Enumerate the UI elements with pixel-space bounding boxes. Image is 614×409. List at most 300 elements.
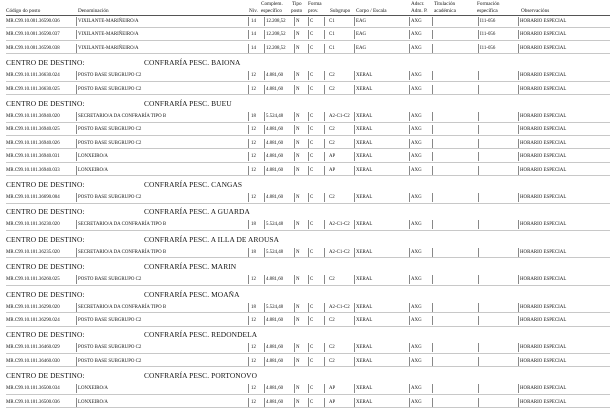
- cell-tipo: N: [296, 114, 300, 119]
- column-divider: [76, 44, 77, 53]
- row-divider: [6, 257, 610, 258]
- cell-nivel: 14: [251, 32, 256, 38]
- column-divider: [264, 316, 265, 325]
- column-divider: [264, 85, 265, 94]
- cell-subgrupo: C2: [329, 195, 335, 200]
- cell-adscr: AXG: [411, 345, 422, 351]
- column-divider: [518, 152, 519, 161]
- cell-denominacion: POSTO BASE SUBGRUPO C2: [78, 127, 142, 133]
- column-divider: [478, 71, 479, 80]
- column-divider: [409, 193, 410, 202]
- column-divider: [294, 112, 295, 121]
- cell-nivel: 12: [251, 277, 256, 283]
- column-divider: [478, 398, 479, 407]
- column-divider: [76, 30, 77, 39]
- column-divider: [324, 316, 325, 325]
- column-divider: [294, 17, 295, 26]
- column-divider: [294, 316, 295, 325]
- column-divider: [324, 220, 325, 229]
- cell-forma: C: [310, 45, 314, 51]
- cell-adscr: AXG: [411, 154, 422, 160]
- cell-observacions: HORARIO ESPECIAL: [520, 127, 567, 133]
- header-complemento-2: específico: [261, 8, 283, 14]
- cell-code: MR.C99.10.101.36260.025: [6, 277, 60, 283]
- cell-code: MR.C99.10.101.36940.025: [6, 127, 60, 133]
- cell-code: MR.C99.10.101.36500.034: [6, 386, 60, 392]
- column-divider: [294, 152, 295, 161]
- column-divider: [354, 303, 355, 312]
- row-divider: [6, 353, 610, 354]
- column-divider: [432, 220, 433, 229]
- column-divider: [478, 44, 479, 53]
- cell-observacions: HORARIO ESPECIAL: [520, 345, 567, 351]
- header-observacions: Observacións: [521, 8, 550, 14]
- row-divider: [6, 326, 610, 327]
- column-divider: [308, 112, 309, 121]
- column-divider: [518, 44, 519, 53]
- cell-observacions: HORARIO ESPECIAL: [520, 249, 567, 255]
- row-divider: [6, 366, 610, 367]
- cell-tipo: N: [296, 154, 300, 160]
- column-divider: [76, 71, 77, 80]
- cell-forma: C: [310, 195, 314, 200]
- cell-adscr: AXG: [411, 399, 422, 405]
- cell-adscr: AXG: [411, 140, 422, 146]
- header-tipo-1: Tipo: [292, 1, 302, 7]
- table-row: [6, 165, 610, 176]
- cell-observacions: HORARIO ESPECIAL: [520, 154, 567, 160]
- cell-subgrupo: A2-C1-C2: [329, 304, 350, 310]
- column-divider: [432, 152, 433, 161]
- column-divider: [76, 248, 77, 257]
- cell-complemento: 4.881,60: [266, 154, 284, 160]
- cell-complemento: 12.208,52: [266, 45, 286, 51]
- cell-complemento: 4.881,60: [266, 73, 284, 79]
- column-divider: [308, 316, 309, 325]
- cell-nivel: 12: [251, 167, 256, 173]
- row-divider: [6, 175, 610, 176]
- table-row: [6, 356, 610, 367]
- cell-denominacion: LONXEIRO/A: [78, 399, 108, 405]
- column-divider: [478, 343, 479, 352]
- cell-corpo: XERAL: [356, 86, 373, 92]
- column-divider: [324, 303, 325, 312]
- cell-corpo: EAG: [356, 32, 367, 38]
- table-row: [6, 70, 610, 81]
- column-divider: [354, 248, 355, 257]
- cell-denominacion: SECRETARIO/A DA CONFRARÍA TIPO B: [78, 249, 167, 255]
- column-divider: [409, 343, 410, 352]
- column-divider: [478, 139, 479, 148]
- cell-adscr: AXG: [411, 114, 422, 119]
- column-divider: [248, 166, 249, 175]
- cell-corpo: XERAL: [356, 154, 373, 160]
- column-divider: [432, 303, 433, 312]
- column-divider: [294, 44, 295, 53]
- column-divider: [354, 384, 355, 393]
- cell-tipo: N: [296, 127, 300, 133]
- cell-tipo: N: [296, 277, 300, 283]
- cell-complemento: 4.881,60: [266, 358, 284, 364]
- cell-denominacion: SECRETARIO/A DA CONFRARÍA TIPO B: [78, 222, 167, 228]
- cell-observacions: HORARIO ESPECIAL: [520, 222, 567, 228]
- column-divider: [478, 316, 479, 325]
- table-row: [6, 29, 610, 40]
- column-divider: [354, 398, 355, 407]
- cell-tipo: N: [296, 19, 300, 24]
- header-tipo-2: posto: [291, 8, 303, 14]
- cell-denominacion: POSTO BASE SUBGRUPO C2: [78, 345, 142, 351]
- cell-nivel: 12: [251, 195, 256, 200]
- cell-observacions: HORARIO ESPECIAL: [520, 386, 567, 392]
- cell-corpo: EAG: [356, 45, 367, 51]
- column-divider: [324, 384, 325, 393]
- column-divider: [478, 220, 479, 229]
- column-divider: [478, 112, 479, 121]
- cell-adscr: AXG: [411, 86, 422, 92]
- row-divider: [6, 40, 610, 41]
- column-divider: [518, 303, 519, 312]
- cell-forma: C: [310, 32, 314, 38]
- cell-tipo: N: [296, 32, 300, 38]
- cell-subgrupo: C1: [329, 45, 335, 51]
- cell-subgrupo: C1: [329, 19, 335, 24]
- cell-nivel: 12: [251, 154, 256, 160]
- cell-nivel: 12: [251, 86, 256, 92]
- column-divider: [432, 343, 433, 352]
- section-center-name: CONFRARÍA PESC. A ILLA DE AROUSA: [144, 234, 280, 244]
- cell-forma: C: [310, 167, 314, 173]
- column-divider: [409, 220, 410, 229]
- column-divider: [76, 343, 77, 352]
- cell-subgrupo: C1: [329, 32, 335, 38]
- column-divider: [248, 220, 249, 229]
- column-divider: [478, 125, 479, 134]
- cell-observacions: HORARIO ESPECIAL: [520, 32, 567, 38]
- column-divider: [308, 17, 309, 26]
- cell-denominacion: POSTO BASE SUBGRUPO C2: [78, 73, 142, 79]
- column-divider: [409, 71, 410, 80]
- column-divider: [432, 398, 433, 407]
- cell-corpo: XERAL: [356, 386, 373, 392]
- cell-forma: C: [310, 154, 314, 160]
- column-divider: [248, 384, 249, 393]
- cell-forma: C: [310, 86, 314, 92]
- cell-code: MR.C99.10.001.36590.036: [6, 19, 60, 24]
- cell-adscr: AXG: [411, 45, 422, 51]
- cell-tipo: N: [296, 195, 300, 200]
- header-forma-1: Forma: [308, 1, 322, 7]
- cell-tipo: N: [296, 399, 300, 405]
- cell-adscr: AXG: [411, 32, 422, 38]
- column-divider: [264, 17, 265, 26]
- cell-forma: C: [310, 140, 314, 146]
- cell-denominacion: POSTO BASE SUBGRUPO C2: [78, 195, 142, 200]
- cell-adscr: AXG: [411, 277, 422, 283]
- cell-forma: C: [310, 304, 314, 310]
- column-divider: [478, 193, 479, 202]
- column-divider: [518, 85, 519, 94]
- cell-code: MR.C99.10.101.36290.020: [6, 304, 60, 310]
- cell-tipo: N: [296, 86, 300, 92]
- column-divider: [478, 152, 479, 161]
- table-row: [6, 16, 610, 27]
- column-divider: [432, 357, 433, 366]
- column-divider: [354, 343, 355, 352]
- column-divider: [354, 152, 355, 161]
- column-divider: [354, 17, 355, 26]
- column-divider: [248, 17, 249, 26]
- cell-code: MR.C99.10.101.36940.026: [6, 140, 60, 146]
- column-divider: [409, 303, 410, 312]
- column-divider: [264, 357, 265, 366]
- column-divider: [76, 316, 77, 325]
- column-divider: [76, 193, 77, 202]
- cell-nivel: 12: [251, 127, 256, 133]
- table-row: [6, 302, 610, 313]
- cell-corpo: EAG: [356, 19, 367, 24]
- row-divider: [6, 135, 610, 136]
- cell-complemento: 4.881,60: [266, 399, 284, 405]
- column-divider: [432, 166, 433, 175]
- column-divider: [308, 275, 309, 284]
- column-divider: [76, 220, 77, 229]
- column-divider: [432, 30, 433, 39]
- row-divider: [6, 312, 610, 313]
- cell-complemento: 4.881,60: [266, 318, 284, 323]
- column-divider: [409, 316, 410, 325]
- cell-adscr: AXG: [411, 222, 422, 228]
- column-divider: [324, 398, 325, 407]
- column-divider: [354, 316, 355, 325]
- cell-corpo: XERAL: [356, 399, 373, 405]
- column-divider: [308, 166, 309, 175]
- column-divider: [324, 139, 325, 148]
- cell-adscr: AXG: [411, 73, 422, 79]
- column-divider: [248, 275, 249, 284]
- cell-corpo: XERAL: [356, 249, 373, 255]
- column-divider: [432, 384, 433, 393]
- column-divider: [354, 30, 355, 39]
- column-divider: [518, 398, 519, 407]
- cell-nivel: 12: [251, 140, 256, 146]
- column-divider: [432, 316, 433, 325]
- row-divider: [6, 203, 610, 204]
- cell-denominacion: POSTO BASE SUBGRUPO C2: [78, 86, 142, 92]
- column-divider: [478, 248, 479, 257]
- column-divider: [308, 139, 309, 148]
- row-divider: [6, 81, 610, 82]
- cell-complemento: 12.208,52: [266, 19, 286, 24]
- column-divider: [248, 44, 249, 53]
- cell-forma: C: [310, 114, 314, 119]
- column-divider: [478, 166, 479, 175]
- column-divider: [518, 275, 519, 284]
- header-titulacion-1: Titulación: [434, 1, 456, 7]
- table-row: [6, 383, 610, 394]
- column-divider: [308, 71, 309, 80]
- cell-nivel: 12: [251, 386, 256, 392]
- row-divider: [6, 122, 610, 123]
- cell-denominacion: SECRETARIO/A DA CONFRARÍA TIPO B: [78, 114, 167, 119]
- column-divider: [324, 166, 325, 175]
- cell-complemento: 5.524,48: [266, 304, 284, 310]
- cell-nivel: 18: [251, 114, 256, 119]
- column-divider: [308, 398, 309, 407]
- header-subgrupo: Subgrupo: [330, 8, 351, 14]
- column-divider: [432, 17, 433, 26]
- column-divider: [76, 139, 77, 148]
- column-divider: [294, 71, 295, 80]
- column-divider: [324, 17, 325, 26]
- cell-code: MR.C99.10.101.36290.024: [6, 318, 60, 323]
- cell-corpo: XERAL: [356, 304, 373, 310]
- column-divider: [248, 343, 249, 352]
- cell-complemento: 5.524,48: [266, 114, 284, 119]
- column-divider: [308, 220, 309, 229]
- cell-observacions: HORARIO ESPECIAL: [520, 114, 567, 119]
- table-row: [6, 247, 610, 258]
- cell-nivel: 18: [251, 222, 256, 228]
- cell-nivel: 12: [251, 358, 256, 364]
- column-divider: [264, 384, 265, 393]
- row-divider: [6, 94, 610, 95]
- cell-observacions: HORARIO ESPECIAL: [520, 277, 567, 283]
- cell-denominacion: VIXILANTE-MARIÑEIRO/A: [78, 19, 139, 24]
- column-divider: [354, 220, 355, 229]
- column-divider: [354, 112, 355, 121]
- cell-observacions: HORARIO ESPECIAL: [520, 167, 567, 173]
- column-divider: [264, 166, 265, 175]
- column-divider: [518, 71, 519, 80]
- column-divider: [76, 112, 77, 121]
- header-formacion-2: específica: [477, 8, 498, 14]
- cell-corpo: XERAL: [356, 127, 373, 133]
- column-divider: [76, 275, 77, 284]
- column-divider: [294, 398, 295, 407]
- column-divider: [409, 125, 410, 134]
- column-divider: [518, 357, 519, 366]
- cell-denominacion: VIXILANTE-MARIÑEIRO/A: [78, 32, 139, 38]
- column-divider: [354, 357, 355, 366]
- cell-denominacion: POSTO BASE SUBGRUPO C2: [78, 318, 142, 323]
- column-divider: [248, 125, 249, 134]
- cell-denominacion: SECRETARIO/A DA CONFRARÍA TIPO B: [78, 304, 167, 310]
- row-divider: [6, 407, 610, 408]
- cell-nivel: 18: [251, 249, 256, 255]
- column-divider: [264, 303, 265, 312]
- cell-complemento: 4.881,60: [266, 277, 284, 283]
- cell-forma: C: [310, 73, 314, 79]
- header-corpo: Corpo / Escala: [356, 8, 387, 14]
- cell-subgrupo: A2-C1-C2: [329, 222, 350, 228]
- section-prefix: CENTRO DE DESTINO:: [6, 234, 85, 244]
- column-divider: [248, 357, 249, 366]
- column-divider: [354, 166, 355, 175]
- cell-subgrupo: A2-C1-C2: [329, 249, 350, 255]
- cell-complemento: 4.881,60: [266, 86, 284, 92]
- cell-nivel: 14: [251, 45, 256, 51]
- column-divider: [294, 85, 295, 94]
- cell-nivel: 12: [251, 399, 256, 405]
- column-divider: [248, 193, 249, 202]
- header-titulacion-2: académica: [434, 8, 456, 14]
- column-divider: [354, 139, 355, 148]
- cell-denominacion: LONXEIRO/A: [78, 386, 108, 392]
- column-divider: [308, 303, 309, 312]
- column-divider: [432, 139, 433, 148]
- column-divider: [76, 85, 77, 94]
- column-divider: [248, 30, 249, 39]
- column-divider: [518, 166, 519, 175]
- column-divider: [409, 112, 410, 121]
- cell-subgrupo: AP: [329, 154, 336, 160]
- column-divider: [409, 152, 410, 161]
- column-divider: [432, 193, 433, 202]
- cell-forma: C: [310, 19, 314, 24]
- cell-code: MR.C99.10.101.36690.004: [6, 195, 60, 200]
- section-prefix: CENTRO DE DESTINO:: [6, 262, 85, 272]
- cell-forma: C: [310, 249, 314, 255]
- column-divider: [76, 152, 77, 161]
- column-divider: [294, 343, 295, 352]
- cell-code: MR.C99.10.101.36500.036: [6, 399, 60, 405]
- column-divider: [432, 112, 433, 121]
- cell-forma: C: [310, 358, 314, 364]
- cell-tipo: N: [296, 386, 300, 392]
- cell-observacions: HORARIO ESPECIAL: [520, 358, 567, 364]
- cell-tipo: N: [296, 167, 300, 173]
- column-divider: [264, 112, 265, 121]
- cell-observacions: HORARIO ESPECIAL: [520, 140, 567, 146]
- cell-code: MR.C99.10.101.36630.024: [6, 73, 60, 79]
- column-divider: [294, 125, 295, 134]
- column-divider: [264, 44, 265, 53]
- section-center-name: CONFRARÍA PESC. CANGAS: [144, 180, 243, 189]
- column-divider: [264, 248, 265, 257]
- column-divider: [294, 357, 295, 366]
- column-divider: [478, 275, 479, 284]
- column-divider: [308, 85, 309, 94]
- cell-corpo: XERAL: [356, 140, 373, 146]
- column-divider: [324, 275, 325, 284]
- column-divider: [308, 125, 309, 134]
- table-row: [6, 138, 610, 149]
- column-divider: [294, 139, 295, 148]
- cell-observacions: HORARIO ESPECIAL: [520, 45, 567, 51]
- cell-code: MR.C99.10.101.36230.020: [6, 222, 60, 228]
- cell-observacions: HORARIO ESPECIAL: [520, 399, 567, 405]
- header-adscr-1: Adscr.: [411, 1, 425, 7]
- cell-denominacion: VIXILANTE-MARIÑEIRO/A: [78, 45, 139, 51]
- column-divider: [248, 316, 249, 325]
- row-divider: [6, 148, 610, 149]
- cell-adscr: AXG: [411, 386, 422, 392]
- column-divider: [264, 220, 265, 229]
- table-row: [6, 111, 610, 122]
- cell-observacions: HORARIO ESPECIAL: [520, 195, 567, 200]
- cell-observacions: HORARIO ESPECIAL: [520, 73, 567, 79]
- cell-forma: C: [310, 318, 314, 323]
- column-divider: [518, 139, 519, 148]
- column-divider: [308, 343, 309, 352]
- column-divider: [478, 384, 479, 393]
- column-divider: [409, 384, 410, 393]
- header-denominacion: Denominación: [78, 8, 109, 14]
- column-divider: [264, 71, 265, 80]
- cell-forma: C: [310, 386, 314, 392]
- column-divider: [264, 193, 265, 202]
